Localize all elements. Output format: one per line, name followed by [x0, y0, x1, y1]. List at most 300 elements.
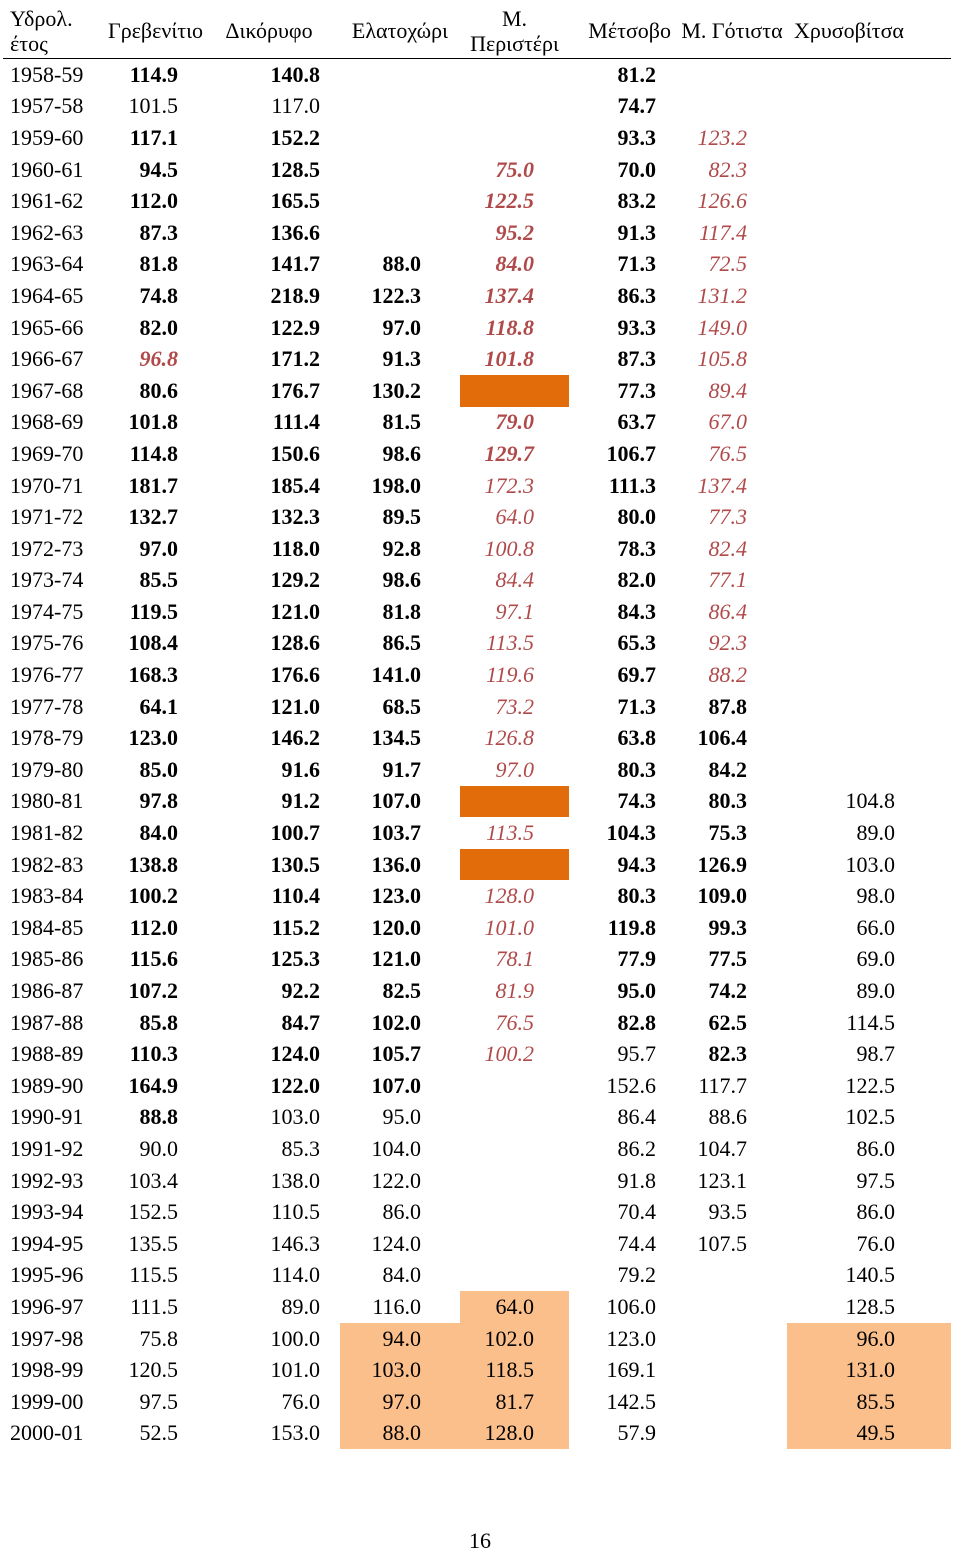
value-cell: 75.8: [139, 1325, 178, 1351]
value-cell: 119.5: [129, 598, 178, 624]
year-cell: 1986-87: [10, 978, 84, 1004]
value-cell: 82.8: [617, 1009, 656, 1035]
value-cell: 120.5: [128, 1357, 178, 1383]
value-cell: 141.7: [270, 251, 320, 277]
value-cell: [340, 59, 460, 91]
value-cell: 49.5: [787, 1418, 951, 1450]
value-cell: 137.4: [484, 282, 534, 308]
value-cell: 164.9: [128, 1072, 178, 1098]
value-cell: 89.4: [708, 377, 747, 403]
value-cell: 118.0: [271, 535, 320, 561]
value-cell: [787, 217, 951, 249]
value-cell: 113.5: [486, 630, 534, 656]
year-cell: 1972-73: [10, 535, 84, 561]
value-cell: 138.8: [128, 851, 178, 877]
value-cell: 101.0: [270, 1357, 320, 1383]
value-cell: 102.0: [371, 1009, 421, 1035]
value-cell: 132.3: [270, 504, 320, 530]
value-cell: 115.5: [129, 1262, 178, 1288]
value-cell: [460, 59, 569, 91]
year-cell: 1958-59: [10, 61, 84, 87]
value-cell: 89.0: [281, 1293, 320, 1319]
value-cell: [787, 596, 951, 628]
value-cell: 218.9: [270, 282, 320, 308]
table-row: [3, 154, 951, 186]
value-cell: 98.0: [856, 883, 895, 909]
value-cell: [460, 122, 569, 154]
value-cell: 79.2: [617, 1262, 656, 1288]
value-cell: 82.3: [708, 156, 747, 182]
value-cell: 84.4: [495, 567, 534, 593]
year-cell: 1969-70: [10, 440, 84, 466]
header-hydro-year-line1: Υδρολ.: [10, 5, 73, 31]
header-m-peristeri-line2: Περιστέρι: [470, 30, 559, 56]
value-cell: 97.8: [139, 788, 178, 814]
header-metsovo: Μέτσοβο: [569, 3, 677, 59]
value-cell: 86.4: [708, 598, 747, 624]
table-row: [3, 975, 951, 1007]
value-cell: 134.5: [371, 725, 421, 751]
value-cell: 126.9: [697, 851, 747, 877]
value-cell: 132.7: [128, 504, 178, 530]
year-cell: 1976-77: [10, 662, 84, 688]
value-cell: [340, 217, 460, 249]
header-dikorifo: Δικόρυφο: [198, 3, 340, 59]
value-cell: 76.5: [495, 1009, 534, 1035]
value-cell: 111.4: [272, 409, 320, 435]
table-row: [3, 1418, 951, 1450]
value-cell: 80.6: [139, 377, 178, 403]
value-cell: 63.7: [617, 409, 656, 435]
value-cell: 125.3: [270, 946, 320, 972]
value-cell: 93.5: [708, 1199, 747, 1225]
year-cell: 1987-88: [10, 1009, 84, 1035]
value-cell: 65.3: [617, 630, 656, 656]
year-cell: 1983-84: [10, 883, 84, 909]
value-cell: 74.3: [617, 788, 656, 814]
year-cell: 1990-91: [10, 1104, 84, 1130]
value-cell: [677, 1323, 787, 1355]
value-cell: 122.5: [845, 1072, 895, 1098]
value-cell: 128.5: [845, 1293, 895, 1319]
value-cell: 74.7: [617, 93, 656, 119]
value-cell: 81.8: [382, 598, 421, 624]
value-cell: 136.6: [270, 219, 320, 245]
value-cell: [787, 249, 951, 281]
value-cell: 104.3: [606, 820, 656, 846]
value-cell: 80.3: [708, 788, 747, 814]
value-cell: 107.0: [371, 1072, 421, 1098]
value-cell: [787, 343, 951, 375]
value-cell: 95.7: [617, 1041, 656, 1067]
value-cell: 131.0: [787, 1354, 951, 1386]
value-cell: 101.0: [484, 914, 534, 940]
table-row: [3, 1102, 951, 1134]
year-cell: 1960-61: [10, 156, 84, 182]
table-row: [3, 185, 951, 217]
year-cell: 1996-97: [10, 1293, 84, 1319]
value-cell: 122.0: [270, 1072, 320, 1098]
value-cell: 89.0: [856, 820, 895, 846]
value-cell: 71.3: [617, 251, 656, 277]
value-cell: 169.1: [606, 1357, 656, 1383]
value-cell: 103.4: [128, 1167, 178, 1193]
value-cell: 85.5: [787, 1386, 951, 1418]
value-cell: [787, 375, 951, 407]
value-cell: 88.6: [708, 1104, 747, 1130]
year-cell: 1979-80: [10, 756, 84, 782]
value-cell: 62.5: [708, 1009, 747, 1035]
value-cell: [460, 1102, 569, 1134]
year-cell: 1978-79: [10, 725, 84, 751]
value-cell: [340, 185, 460, 217]
table-row: [3, 691, 951, 723]
table-row: [3, 912, 951, 944]
value-cell: 84.7: [281, 1009, 320, 1035]
value-cell: 129.2: [270, 567, 320, 593]
value-cell: 198.0: [371, 472, 421, 498]
value-cell: 121.0: [270, 598, 320, 624]
value-cell: [460, 1133, 569, 1165]
value-cell: 83.2: [617, 188, 656, 214]
value-cell: 171.2: [270, 346, 320, 372]
value-cell: 84.0: [495, 251, 534, 277]
value-cell: [787, 280, 951, 312]
value-cell: 114.8: [129, 440, 178, 466]
value-cell: 93.3: [617, 124, 656, 150]
table-row: [3, 1038, 951, 1070]
value-cell: 77.9: [617, 946, 656, 972]
table-row: [3, 59, 951, 91]
value-cell: 97.0: [495, 756, 534, 782]
value-cell: 117.1: [129, 124, 178, 150]
value-cell: 78.1: [495, 946, 534, 972]
value-cell: 122.9: [270, 314, 320, 340]
value-cell: 165.5: [270, 188, 320, 214]
value-cell: [340, 91, 460, 123]
value-cell: 64.0: [460, 1291, 569, 1323]
value-cell: 109.0: [697, 883, 747, 909]
header-m-peristeri-line1: Μ.: [501, 5, 528, 31]
value-cell: 84.0: [139, 820, 178, 846]
value-cell: [787, 407, 951, 439]
table-row: [3, 849, 951, 881]
header-row: [3, 3, 951, 59]
table-body: [3, 59, 951, 1450]
header-m-peristeri: [460, 3, 569, 59]
value-cell: 152.5: [128, 1199, 178, 1225]
value-cell: 91.3: [617, 219, 656, 245]
table-row: [3, 628, 951, 660]
value-cell: 95.0: [617, 978, 656, 1004]
table-row: [3, 1386, 951, 1418]
value-cell: [460, 849, 569, 881]
value-cell: 100.7: [270, 820, 320, 846]
value-cell: 126.8: [484, 725, 534, 751]
value-cell: 97.0: [382, 314, 421, 340]
table-row: [3, 1165, 951, 1197]
table-row: [3, 375, 951, 407]
value-cell: 114.9: [129, 61, 178, 87]
value-cell: 88.0: [340, 1418, 460, 1450]
value-cell: 70.4: [617, 1199, 656, 1225]
value-cell: 115.6: [129, 946, 178, 972]
value-cell: 97.0: [340, 1386, 460, 1418]
value-cell: 120.0: [371, 914, 421, 940]
header-elatochori: Ελατοχώρι: [340, 3, 460, 59]
value-cell: 136.0: [371, 851, 421, 877]
value-cell: 172.3: [484, 472, 534, 498]
value-cell: 124.0: [371, 1230, 421, 1256]
value-cell: 123.0: [371, 883, 421, 909]
table-row: [3, 1291, 951, 1323]
value-cell: 140.8: [270, 61, 320, 87]
value-cell: 113.5: [486, 820, 534, 846]
value-cell: 88.0: [382, 251, 421, 277]
value-cell: 97.5: [856, 1167, 895, 1193]
year-cell: 1963-64: [10, 251, 84, 277]
table-row: [3, 470, 951, 502]
value-cell: 104.0: [371, 1135, 421, 1161]
value-cell: 97.5: [139, 1388, 178, 1414]
year-cell: 1974-75: [10, 598, 84, 624]
value-cell: 131.2: [697, 282, 747, 308]
value-cell: 137.4: [697, 472, 747, 498]
table-row: [3, 1007, 951, 1039]
value-cell: 94.3: [617, 851, 656, 877]
value-cell: 75.3: [708, 820, 747, 846]
value-cell: [460, 1260, 569, 1292]
value-cell: 121.0: [270, 693, 320, 719]
year-cell: 1995-96: [10, 1262, 84, 1288]
value-cell: 86.0: [856, 1135, 895, 1161]
value-cell: 85.3: [281, 1135, 320, 1161]
table-row: [3, 533, 951, 565]
year-cell: 1980-81: [10, 788, 84, 814]
table-row: [3, 91, 951, 123]
value-cell: 92.8: [382, 535, 421, 561]
table-row: [3, 722, 951, 754]
year-cell: 1988-89: [10, 1041, 84, 1067]
value-cell: 107.0: [371, 788, 421, 814]
value-cell: 91.7: [382, 756, 421, 782]
year-cell: 1982-83: [10, 851, 84, 877]
value-cell: 152.2: [270, 124, 320, 150]
value-cell: 118.5: [460, 1354, 569, 1386]
table-row: [3, 122, 951, 154]
value-cell: 67.0: [708, 409, 747, 435]
table-row: [3, 596, 951, 628]
value-cell: 87.3: [617, 346, 656, 372]
table-row: [3, 1354, 951, 1386]
value-cell: 181.7: [128, 472, 178, 498]
value-cell: 111.3: [608, 472, 656, 498]
value-cell: 104.8: [845, 788, 895, 814]
value-cell: 85.8: [139, 1009, 178, 1035]
value-cell: 80.3: [617, 756, 656, 782]
table-row: [3, 565, 951, 597]
value-cell: 82.0: [617, 567, 656, 593]
table-row: [3, 659, 951, 691]
value-cell: [787, 659, 951, 691]
value-cell: [460, 375, 569, 407]
value-cell: 81.5: [382, 409, 421, 435]
value-cell: 117.0: [271, 93, 320, 119]
value-cell: 72.5: [708, 251, 747, 277]
value-cell: [787, 722, 951, 754]
value-cell: 138.0: [270, 1167, 320, 1193]
value-cell: 81.7: [460, 1386, 569, 1418]
value-cell: 93.3: [617, 314, 656, 340]
value-cell: 96.0: [787, 1323, 951, 1355]
value-cell: 81.2: [617, 61, 656, 87]
value-cell: 87.8: [708, 693, 747, 719]
table-row: [3, 754, 951, 786]
value-cell: 123.0: [128, 725, 178, 751]
value-cell: 122.0: [371, 1167, 421, 1193]
value-cell: 85.5: [139, 567, 178, 593]
value-cell: 103.0: [270, 1104, 320, 1130]
table-row: [3, 786, 951, 818]
value-cell: 97.0: [139, 535, 178, 561]
value-cell: 98.6: [382, 440, 421, 466]
value-cell: [677, 1354, 787, 1386]
value-cell: [787, 565, 951, 597]
value-cell: 106.7: [606, 440, 656, 466]
value-cell: 80.3: [617, 883, 656, 909]
value-cell: 176.6: [270, 662, 320, 688]
value-cell: 80.0: [617, 504, 656, 530]
value-cell: [787, 59, 951, 91]
value-cell: 99.3: [708, 914, 747, 940]
header-grevenitio: Γρεβενίτιο: [108, 3, 198, 59]
table-row: [3, 217, 951, 249]
page-number: 16: [469, 1528, 491, 1553]
year-cell: 1992-93: [10, 1167, 84, 1193]
value-cell: 91.2: [281, 788, 320, 814]
value-cell: 108.4: [128, 630, 178, 656]
value-cell: 88.2: [708, 662, 747, 688]
value-cell: 79.0: [495, 409, 534, 435]
value-cell: 112.0: [129, 188, 178, 214]
value-cell: 114.0: [271, 1262, 320, 1288]
value-cell: 146.2: [270, 725, 320, 751]
year-cell: 1959-60: [10, 124, 84, 150]
table-row: [3, 407, 951, 439]
value-cell: [787, 691, 951, 723]
value-cell: 105.8: [697, 346, 747, 372]
year-cell: 2000-01: [10, 1420, 84, 1446]
value-cell: 117.4: [699, 219, 747, 245]
value-cell: 52.5: [139, 1420, 178, 1446]
value-cell: 119.6: [486, 662, 534, 688]
value-cell: 141.0: [371, 662, 421, 688]
value-cell: 107.2: [128, 978, 178, 1004]
value-cell: 142.5: [606, 1388, 656, 1414]
header-m-gotista: Μ. Γότιστα: [677, 3, 787, 59]
value-cell: 71.3: [617, 693, 656, 719]
value-cell: 135.5: [128, 1230, 178, 1256]
value-cell: 81.8: [139, 251, 178, 277]
value-cell: 84.2: [708, 756, 747, 782]
value-cell: [787, 312, 951, 344]
value-cell: 77.3: [708, 504, 747, 530]
value-cell: 90.0: [139, 1135, 178, 1161]
value-cell: 150.6: [270, 440, 320, 466]
value-cell: 86.2: [617, 1135, 656, 1161]
value-cell: 82.3: [708, 1041, 747, 1067]
table-row: [3, 438, 951, 470]
value-cell: 124.0: [270, 1041, 320, 1067]
value-cell: 116.0: [372, 1293, 421, 1319]
value-cell: [787, 470, 951, 502]
year-cell: 1985-86: [10, 946, 84, 972]
value-cell: 118.8: [485, 314, 534, 340]
table-row: [3, 944, 951, 976]
value-cell: 69.0: [856, 946, 895, 972]
value-cell: [460, 1070, 569, 1102]
value-cell: [677, 91, 787, 123]
value-cell: 185.4: [270, 472, 320, 498]
value-cell: 89.5: [382, 504, 421, 530]
year-cell: 1994-95: [10, 1230, 84, 1256]
value-cell: 100.0: [270, 1325, 320, 1351]
value-cell: [787, 438, 951, 470]
year-cell: 1964-65: [10, 282, 84, 308]
value-cell: 128.5: [270, 156, 320, 182]
value-cell: 98.6: [382, 567, 421, 593]
value-cell: 76.0: [856, 1230, 895, 1256]
value-cell: [677, 1418, 787, 1450]
value-cell: [787, 122, 951, 154]
value-cell: 64.0: [495, 504, 534, 530]
value-cell: [677, 59, 787, 91]
value-cell: 117.7: [698, 1072, 747, 1098]
table-header: [3, 3, 951, 59]
data-table: [3, 3, 951, 1449]
table-row: [3, 1323, 951, 1355]
value-cell: 140.5: [845, 1262, 895, 1288]
year-cell: 1993-94: [10, 1199, 84, 1225]
value-cell: 126.6: [697, 188, 747, 214]
value-cell: [787, 533, 951, 565]
value-cell: 110.5: [271, 1199, 320, 1225]
value-cell: [787, 91, 951, 123]
value-cell: 101.8: [484, 346, 534, 372]
value-cell: 92.3: [708, 630, 747, 656]
value-cell: 88.8: [139, 1104, 178, 1130]
value-cell: 101.5: [128, 93, 178, 119]
value-cell: 87.3: [139, 219, 178, 245]
value-cell: 78.3: [617, 535, 656, 561]
value-cell: 77.3: [617, 377, 656, 403]
value-cell: 66.0: [856, 914, 895, 940]
value-cell: 89.0: [856, 978, 895, 1004]
value-cell: 128.6: [270, 630, 320, 656]
value-cell: [460, 786, 569, 818]
value-cell: 91.8: [617, 1167, 656, 1193]
header-hydro-year-line2: έτος: [10, 30, 48, 56]
table-row: [3, 249, 951, 281]
value-cell: 101.8: [128, 409, 178, 435]
value-cell: 111.5: [130, 1293, 178, 1319]
value-cell: 103.0: [340, 1354, 460, 1386]
value-cell: 82.0: [139, 314, 178, 340]
value-cell: 86.4: [617, 1104, 656, 1130]
value-cell: 76.0: [281, 1388, 320, 1414]
value-cell: 103.7: [371, 820, 421, 846]
value-cell: [787, 754, 951, 786]
